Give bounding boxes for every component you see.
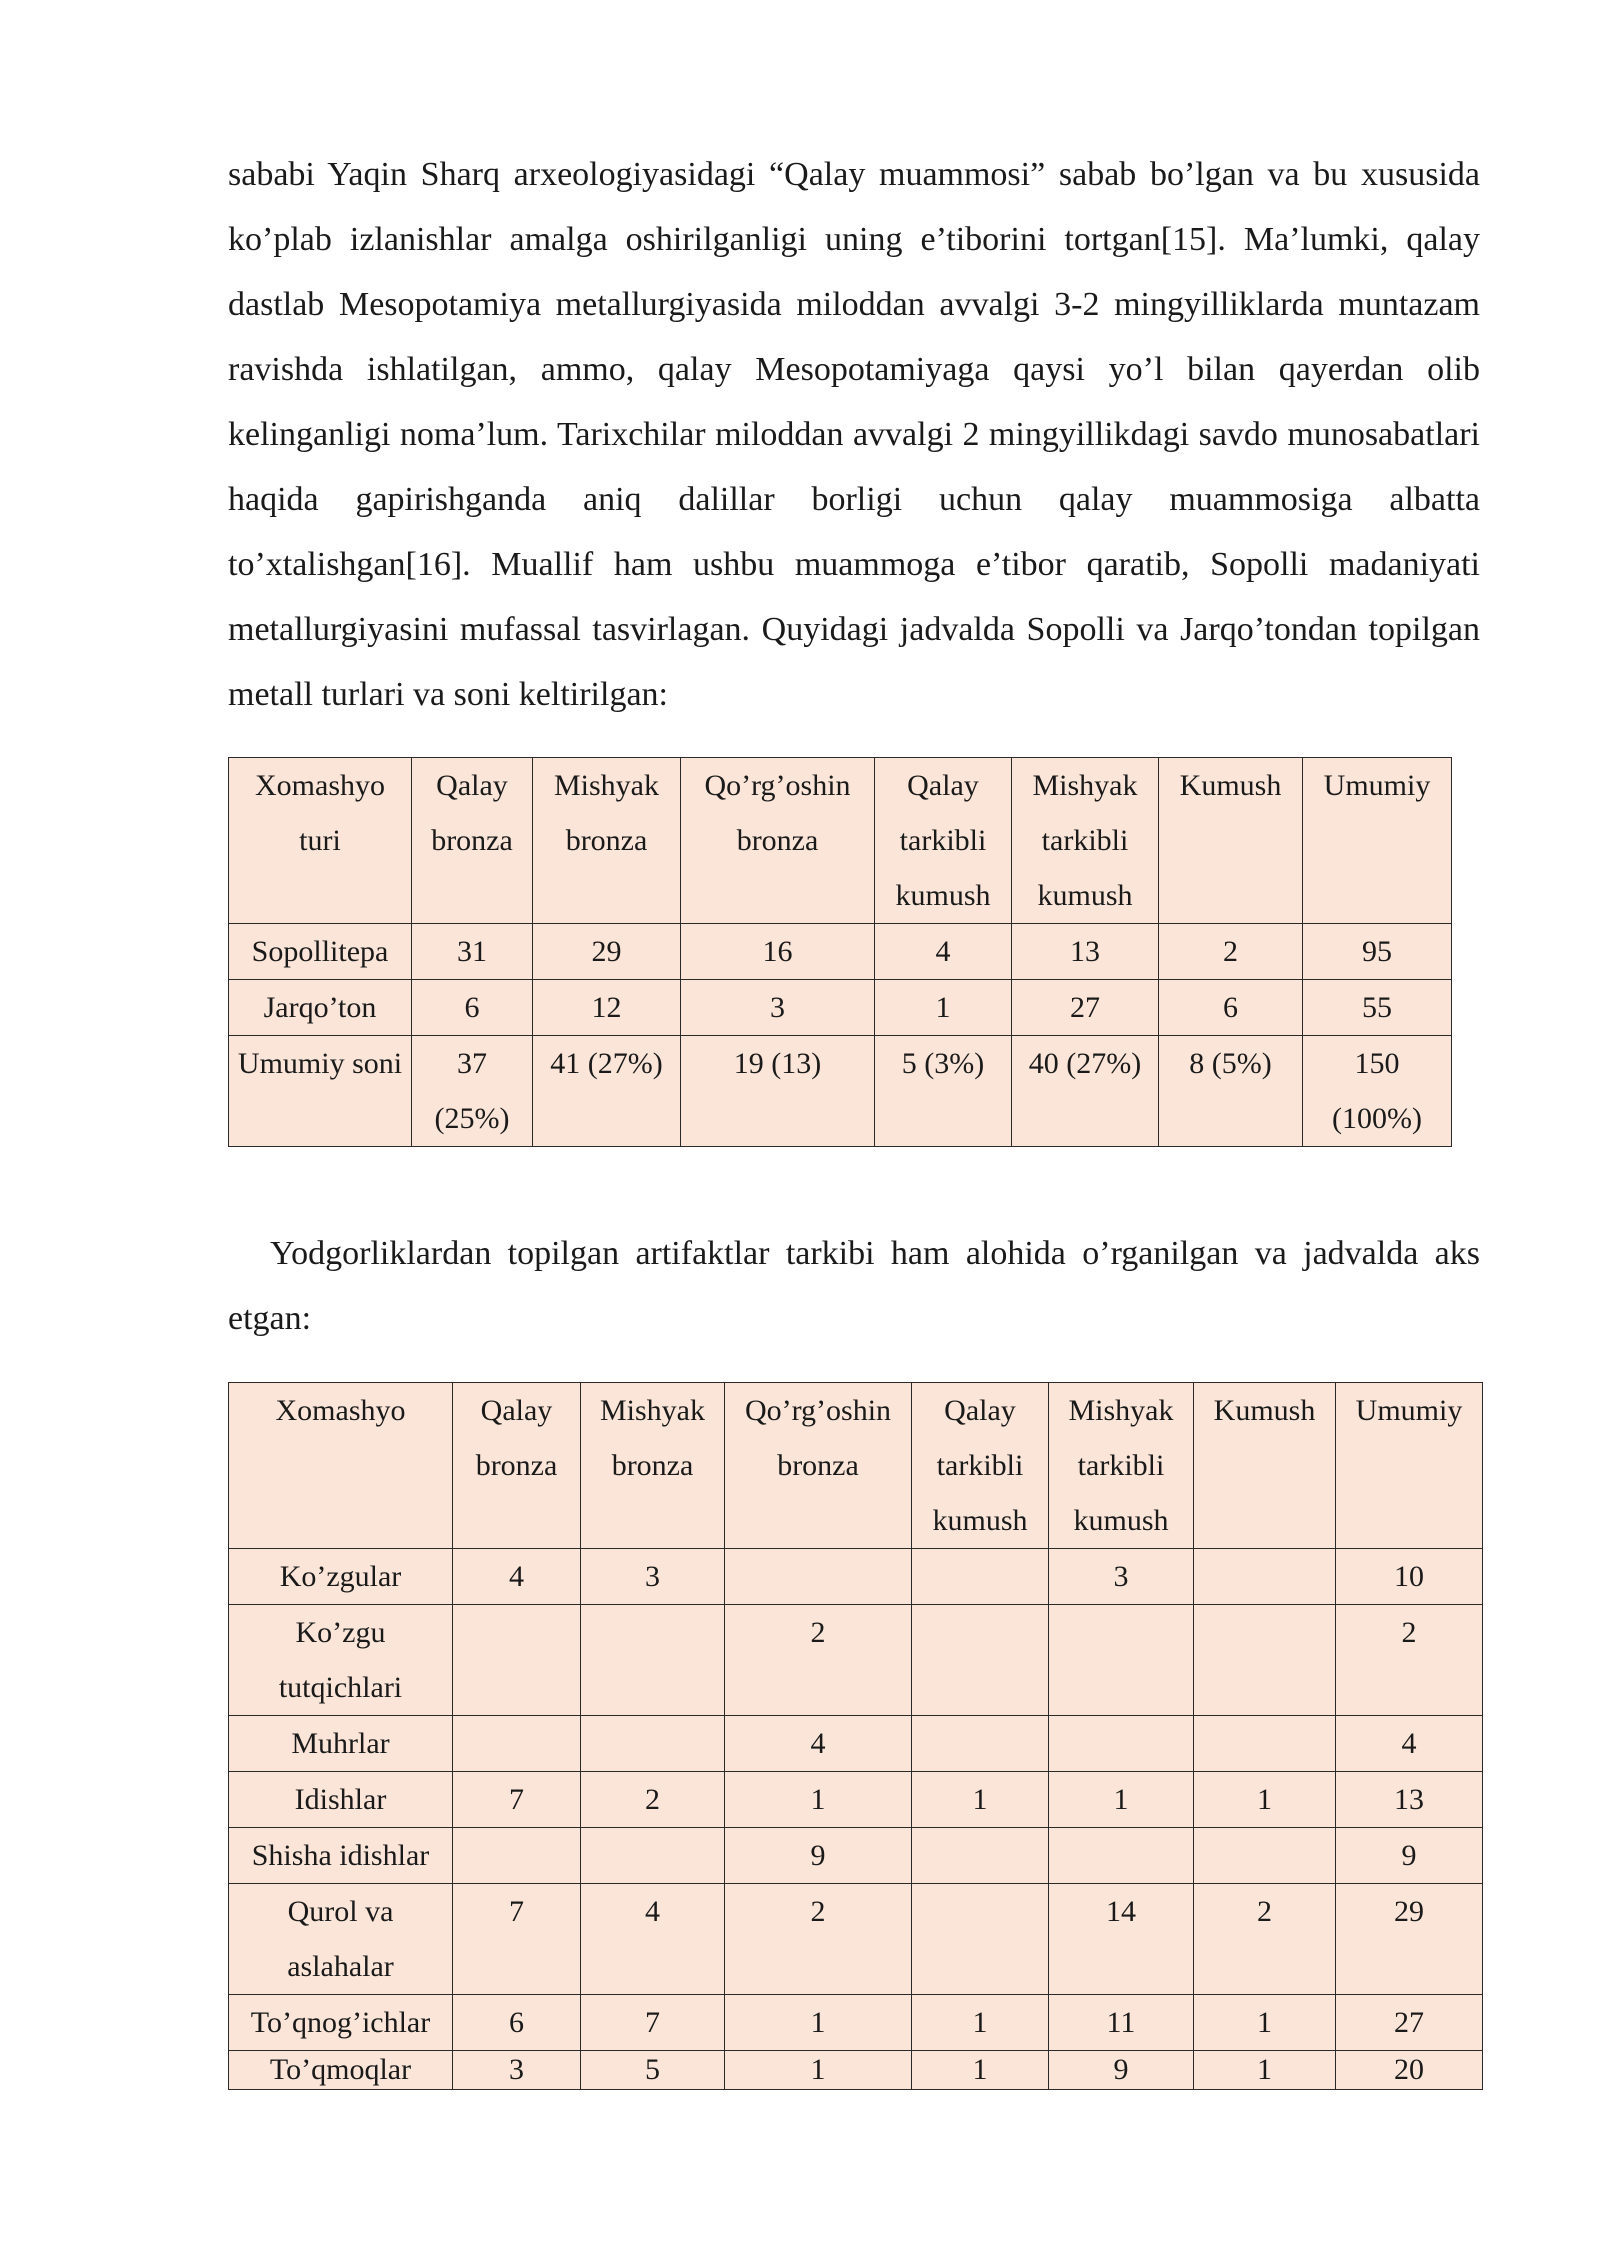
table-cell: [581, 1605, 725, 1716]
table-row: [229, 1772, 1483, 1828]
table-header-row: [229, 758, 1452, 924]
row-label: To’qnog’ichlar: [229, 1995, 453, 2051]
table-cell: 6: [412, 980, 533, 1036]
table-cell: [1194, 1828, 1336, 1884]
table-cell: 7: [581, 1995, 725, 2051]
table-cell: 55: [1303, 980, 1452, 1036]
table-row: [229, 980, 1452, 1036]
table-cell: 1: [875, 980, 1012, 1036]
table-cell: 3: [581, 1549, 725, 1605]
table-cell: [1194, 1605, 1336, 1716]
header-cell: Qalay bronza: [453, 1383, 581, 1549]
header-cell: Mishyak bronza: [533, 758, 681, 924]
metal-types-table: [228, 757, 1452, 1147]
row-label: Jarqo’ton: [229, 980, 412, 1036]
table-cell: 1: [1049, 1772, 1194, 1828]
table-cell: 29: [533, 924, 681, 980]
table-cell: [1194, 1549, 1336, 1605]
table-cell: 9: [1049, 2051, 1194, 2090]
row-label: Umumiy soni: [229, 1036, 412, 1147]
table-cell: 10: [1336, 1549, 1483, 1605]
row-label: Idishlar: [229, 1772, 453, 1828]
header-cell: Umumiy: [1303, 758, 1452, 924]
table-cell: 11: [1049, 1995, 1194, 2051]
table-row: [229, 1605, 1483, 1716]
table-cell: [1049, 1605, 1194, 1716]
table-cell: 2: [581, 1772, 725, 1828]
table-cell: [912, 1605, 1049, 1716]
row-label: Shisha idishlar: [229, 1828, 453, 1884]
table-cell: 1: [912, 2051, 1049, 2090]
table-cell: 95: [1303, 924, 1452, 980]
table-cell: [1049, 1828, 1194, 1884]
row-label: Sopollitepa: [229, 924, 412, 980]
header-cell: Qalay tarkibli kumush: [912, 1383, 1049, 1549]
table-cell: [912, 1716, 1049, 1772]
table-cell: 1: [725, 2051, 912, 2090]
table-cell: [453, 1716, 581, 1772]
table-cell: 13: [1012, 924, 1159, 980]
header-cell: Kumush: [1159, 758, 1303, 924]
row-label: Ko’zgular: [229, 1549, 453, 1605]
table-cell: [581, 1828, 725, 1884]
table-row: [229, 1884, 1483, 1995]
table-cell: 1: [725, 1995, 912, 2051]
table-cell: 40 (27%): [1012, 1036, 1159, 1147]
header-cell: Mishyak tarkibli kumush: [1049, 1383, 1194, 1549]
table-cell: [581, 1716, 725, 1772]
table-cell: 27: [1336, 1995, 1483, 2051]
table-cell: 1: [1194, 1995, 1336, 2051]
table-cell: [912, 1828, 1049, 1884]
table-cell: 14: [1049, 1884, 1194, 1995]
table-cell: 5: [581, 2051, 725, 2090]
table-cell: 4: [581, 1884, 725, 1995]
table-cell: 37 (25%): [412, 1036, 533, 1147]
header-cell: Qo’rg’oshin bronza: [725, 1383, 912, 1549]
table-cell: 7: [453, 1884, 581, 1995]
paragraph-intro: sababi Yaqin Sharq arxeologiyasidagi “Qalay muammosi” sabab bo’lgan va bu xususida ko’plab izlanishlar amalga oshirilganligi uning e’tiborini tortgan[15]. Ma’lumki, qalay dastlab Mesopotamiya metallurgiyasida miloddan avvalgi 3-2 mingyilliklarda muntazam ravishda ishlatilgan, ammo, qalay Mesopotamiyaga qaysi yo’l bilan qayerdan olib kelinganligi noma’lum. Tarixchilar miloddan avvalgi 2 mingyillikdagi savdo munosabatlari haqida gapirishganda aniq dalillar borligi uchun qalay muammosiga albatta to’xtalishgan[16]. Muallif ham ushbu muammoga e’tibor qaratib, Sopolli madaniyati metallurgiyasini mufassal tasvirlagan. Quyidagi jadvalda Sopolli va Jarqo’tondan topilgan metall turlari va soni keltirilgan:: [228, 156, 1480, 713]
table-cell: 6: [1159, 980, 1303, 1036]
table-cell: 1: [1194, 2051, 1336, 2090]
table-cell: [912, 1549, 1049, 1605]
table-cell: [1049, 1716, 1194, 1772]
table-cell: 29: [1336, 1884, 1483, 1995]
table-row-total: [229, 1036, 1452, 1147]
row-label: To’qmoqlar: [229, 2051, 453, 2090]
table-cell: 3: [1049, 1549, 1194, 1605]
header-cell: Qalay tarkibli kumush: [875, 758, 1012, 924]
row-label: Muhrlar: [229, 1716, 453, 1772]
header-cell: Kumush: [1194, 1383, 1336, 1549]
table-cell: [453, 1605, 581, 1716]
table-cell: 4: [1336, 1716, 1483, 1772]
table-row: [229, 1828, 1483, 1884]
table-cell: 41 (27%): [533, 1036, 681, 1147]
table-cell: 19 (13): [681, 1036, 875, 1147]
table-cell: [725, 1549, 912, 1605]
header-cell: Qo’rg’oshin bronza: [681, 758, 875, 924]
table-cell: 8 (5%): [1159, 1036, 1303, 1147]
table-cell: 31: [412, 924, 533, 980]
artifact-composition-table: [228, 1382, 1483, 2090]
table-cell: 9: [725, 1828, 912, 1884]
table-cell: 1: [912, 1772, 1049, 1828]
header-cell: Xomashyo: [229, 1383, 453, 1549]
table-cell: 16: [681, 924, 875, 980]
table-row: [229, 1995, 1483, 2051]
table-row: [229, 1549, 1483, 1605]
table-cell: 150 (100%): [1303, 1036, 1452, 1147]
table-cell: 2: [1336, 1605, 1483, 1716]
table-cell: 1: [912, 1995, 1049, 2051]
table-cell: 6: [453, 1995, 581, 2051]
table-row: [229, 924, 1452, 980]
table-cell: 4: [875, 924, 1012, 980]
table-cell: 3: [681, 980, 875, 1036]
table-cell: 27: [1012, 980, 1159, 1036]
table-cell: 2: [1159, 924, 1303, 980]
header-cell: Umumiy: [1336, 1383, 1483, 1549]
table-cell: 9: [1336, 1828, 1483, 1884]
header-cell: Mishyak bronza: [581, 1383, 725, 1549]
table-cell: [1194, 1716, 1336, 1772]
table-cell: 2: [725, 1605, 912, 1716]
table-cell: 5 (3%): [875, 1036, 1012, 1147]
table-cell: 12: [533, 980, 681, 1036]
row-label: Qurol va aslahalar: [229, 1884, 453, 1995]
row-label: Ko’zgu tutqichlari: [229, 1605, 453, 1716]
header-cell: Xomashyo turi: [229, 758, 412, 924]
paragraph-artifacts: Yodgorliklardan topilgan artifaktlar tarkibi ham alohida o’rganilgan va jadvalda aks etgan:: [228, 1235, 1480, 1337]
table-cell: [912, 1884, 1049, 1995]
table-row: [229, 2051, 1483, 2090]
table-cell: 2: [1194, 1884, 1336, 1995]
table-cell: 1: [725, 1772, 912, 1828]
table-cell: 1: [1194, 1772, 1336, 1828]
table-cell: [453, 1828, 581, 1884]
table-row: [229, 1716, 1483, 1772]
table-cell: 2: [725, 1884, 912, 1995]
table-cell: 4: [453, 1549, 581, 1605]
table-header-row: [229, 1383, 1483, 1549]
table-cell: 3: [453, 2051, 581, 2090]
table-cell: 13: [1336, 1772, 1483, 1828]
header-cell: Qalay bronza: [412, 758, 533, 924]
header-cell: Mishyak tarkibli kumush: [1012, 758, 1159, 924]
table-cell: 7: [453, 1772, 581, 1828]
table-cell: 4: [725, 1716, 912, 1772]
table-cell: 20: [1336, 2051, 1483, 2090]
